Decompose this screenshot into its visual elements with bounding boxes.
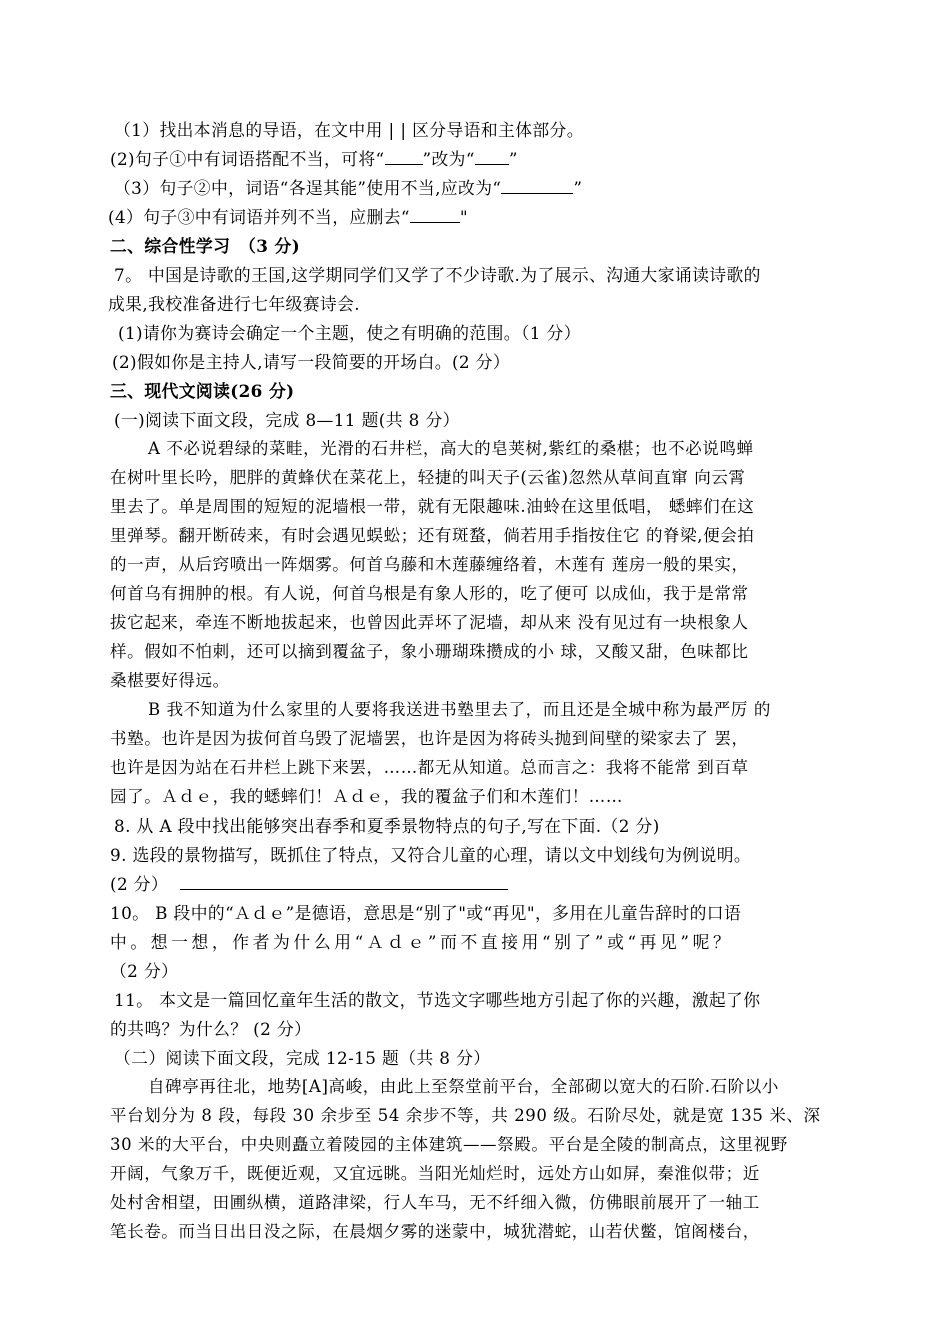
question-10 [110, 931, 733, 953]
question-7-text [108, 293, 360, 315]
text: 的一声，从后窍喷出一阵烟雾。何首乌藤和木莲藤缠络着，木莲有 莲房一般的果实， [110, 555, 749, 574]
text: 也许是因为站在石井栏上跳下来罢，……都无从知道。总而言之：我将不能常 到百草 [110, 758, 749, 777]
text: 中。想一想，作者为什么用“Ａｄｅ”而不直接用“别了”或“再见”呢？ [110, 932, 734, 952]
passage-c-line [110, 1192, 760, 1214]
text: (2)假如你是主持人,请写一段简要的开场白。(2 分） [112, 352, 511, 372]
text: 二、综合性学习 （3 分) [110, 236, 301, 256]
passage-a-line [110, 467, 746, 489]
question-11 [114, 989, 760, 1011]
text: 成果,我校准备进行七年级赛诗会. [108, 294, 361, 314]
passage-2-instruction [114, 1047, 490, 1069]
question-11 [110, 1018, 311, 1040]
text: 拔它起来，牵连不断地拔起来，也曾因此弄坏了泥墙，却从来 没有见过有一块根象人 [110, 613, 749, 632]
passage-b-line [110, 786, 623, 808]
text: 的共鸣？为什么？ (2 分） [110, 1019, 312, 1039]
text: 笔长卷。而当日出日没之际，在晨烟夕雾的迷蒙中，城犹潜蛇，山若伏鳖，馆阁楼台， [110, 1222, 760, 1241]
passage-a-line [110, 670, 230, 692]
question-6-2 [110, 148, 518, 170]
text: 在树叶里长吟，肥胖的黄蜂伏在菜花上，轻捷的叫天子(云雀)忽然从草间直窜 向云霄 [110, 468, 746, 487]
passage-a-line [110, 612, 749, 634]
text: ” [573, 178, 583, 198]
text: 何首乌有拥肿的根。有人说，何首乌根是有象人形的，吃了便可 以成仙，我于是常常 [110, 584, 749, 603]
text: (一)阅读下面文段，完成 8—11 题(共 8 分） [114, 410, 460, 430]
question-6-3 [114, 177, 582, 199]
text: A 不必说碧绿的菜畦，光滑的石井栏，高大的皂荚树,紫红的桑椹；也不必说鸣蝉 [148, 439, 754, 458]
question-7-1 [118, 322, 581, 344]
text: (4）句子③中有词语并列不当，应删去“ [108, 207, 410, 227]
text: (2)句子①中有词语搭配不当，可将“ [110, 149, 385, 169]
text: ” [508, 149, 518, 169]
text: (1)请你为赛诗会确定一个主题，使之有明确的范围。（1 分） [118, 323, 581, 343]
passage-1-instruction [114, 409, 460, 431]
passage-a-line [110, 641, 749, 663]
passage-c-line [110, 1221, 760, 1243]
passage-b-line [110, 757, 749, 779]
question-9 [110, 844, 751, 866]
text: " [459, 207, 469, 227]
text: 桑椹要好得远。 [110, 671, 230, 690]
text: ”改为“ [422, 149, 475, 169]
question-8 [114, 815, 660, 837]
question-7-2 [112, 351, 510, 373]
text: （二）阅读下面文段，完成 12-15 题（共 8 分） [114, 1048, 491, 1068]
answer-blank[interactable] [385, 148, 423, 165]
text: 30 米的大平台，中央则矗立着陵园的主体建筑——祭殿。平台是全陵的制高点，这里视野 [110, 1135, 788, 1154]
text: 9. 选段的景物描写，既抓住了特点，又符合儿童的心理，请以文中划线句为例说明。 [110, 845, 752, 865]
passage-c-line [148, 1076, 779, 1098]
question-6-1 [114, 119, 584, 141]
passage-a-line [110, 496, 754, 518]
passage-a-line [110, 583, 749, 605]
text: 园了。Ａｄｅ，我的蟋蟀们！Ａｄｅ，我的覆盆子们和木莲们！…… [110, 787, 623, 806]
text: 8. 从 A 段中找出能够突出春季和夏季景物特点的句子,写在下面.（2 分) [114, 816, 660, 836]
text: B 我不知道为什么家里的人要将我送进书塾里去了，而且还是全城中称为最严厉 的 [148, 700, 771, 719]
text: 处村舍相望，田圃纵横，道路津梁，行人车马，无不纤细入微，仿佛眼前展开了一轴工 [110, 1193, 760, 1212]
section-2-heading [110, 235, 300, 257]
passage-b-line [110, 728, 749, 750]
text: （3）句子②中，词语“各逞其能”使用不当,应改为“ [114, 178, 502, 198]
text: 书塾。也许是因为拔何首乌毁了泥墙罢，也许是因为将砖头抛到间壁的梁家去了 罢， [110, 729, 749, 748]
text: 三、现代文阅读(26 分) [110, 381, 295, 401]
question-10 [110, 902, 741, 924]
text: 7。 中国是诗歌的王国,这学期同学们又学了不少诗歌.为了展示、沟通大家诵读诗歌的 [114, 265, 761, 285]
passage-a-line [110, 525, 754, 547]
text: 开阔，气象万千，既便近观，又宜远眺。当阳光灿烂时，远处方山如屏，秦淮似带；近 [110, 1164, 760, 1183]
question-7-text [114, 264, 761, 286]
passage-a-line [148, 438, 754, 460]
text: 样。假如不怕刺，还可以摘到覆盆子，象小珊瑚珠攒成的小 球，又酸又甜，色味都比 [110, 642, 749, 661]
answer-blank[interactable] [475, 148, 509, 165]
question-9-score [110, 873, 508, 895]
answer-blank[interactable] [410, 206, 460, 223]
text: 里弹琴。翻开断砖来，有时会遇见蜈蚣；还有斑蝥，倘若用手指按住它 的脊梁,便会拍 [110, 526, 755, 545]
text: 10。 B 段中的“Ａｄｅ”是德语，意思是“别了"或“再见"，多用在儿童告辞时的口语 [110, 903, 742, 923]
passage-c-line [110, 1163, 760, 1185]
question-6-4 [108, 206, 468, 228]
passage-c-line [110, 1105, 821, 1127]
passage-b-line [148, 699, 771, 721]
text: （2 分） [110, 961, 179, 981]
passage-a-line [110, 554, 749, 576]
text: 11。 本文是一篇回忆童年生活的散文，节选文字哪些地方引起了你的兴趣，激起了你 [114, 990, 761, 1010]
text: 里去了。单是周围的短短的泥墙根一带，就有无限趣味.油蛉在这里低唱， 蟋蟀们在这 [110, 497, 755, 516]
section-3-heading [110, 380, 295, 402]
text: （1）找出本消息的导语，在文中用 | | 区分导语和主体部分。 [114, 120, 584, 140]
text: (2 分） [110, 874, 169, 894]
text: 自碑亭再往北，地势[A]高峻，由此上至祭堂前平台，全部砌以宽大的石阶.石阶以小 [148, 1077, 779, 1096]
text: 平台划分为 8 段，每段 30 余步至 54 余步不等，共 290 级。石阶尽处，就是宽 135 米、深 [110, 1106, 821, 1125]
passage-c-line [110, 1134, 788, 1156]
question-10-score [110, 960, 178, 982]
answer-line[interactable] [180, 873, 508, 890]
answer-blank[interactable] [501, 177, 573, 194]
